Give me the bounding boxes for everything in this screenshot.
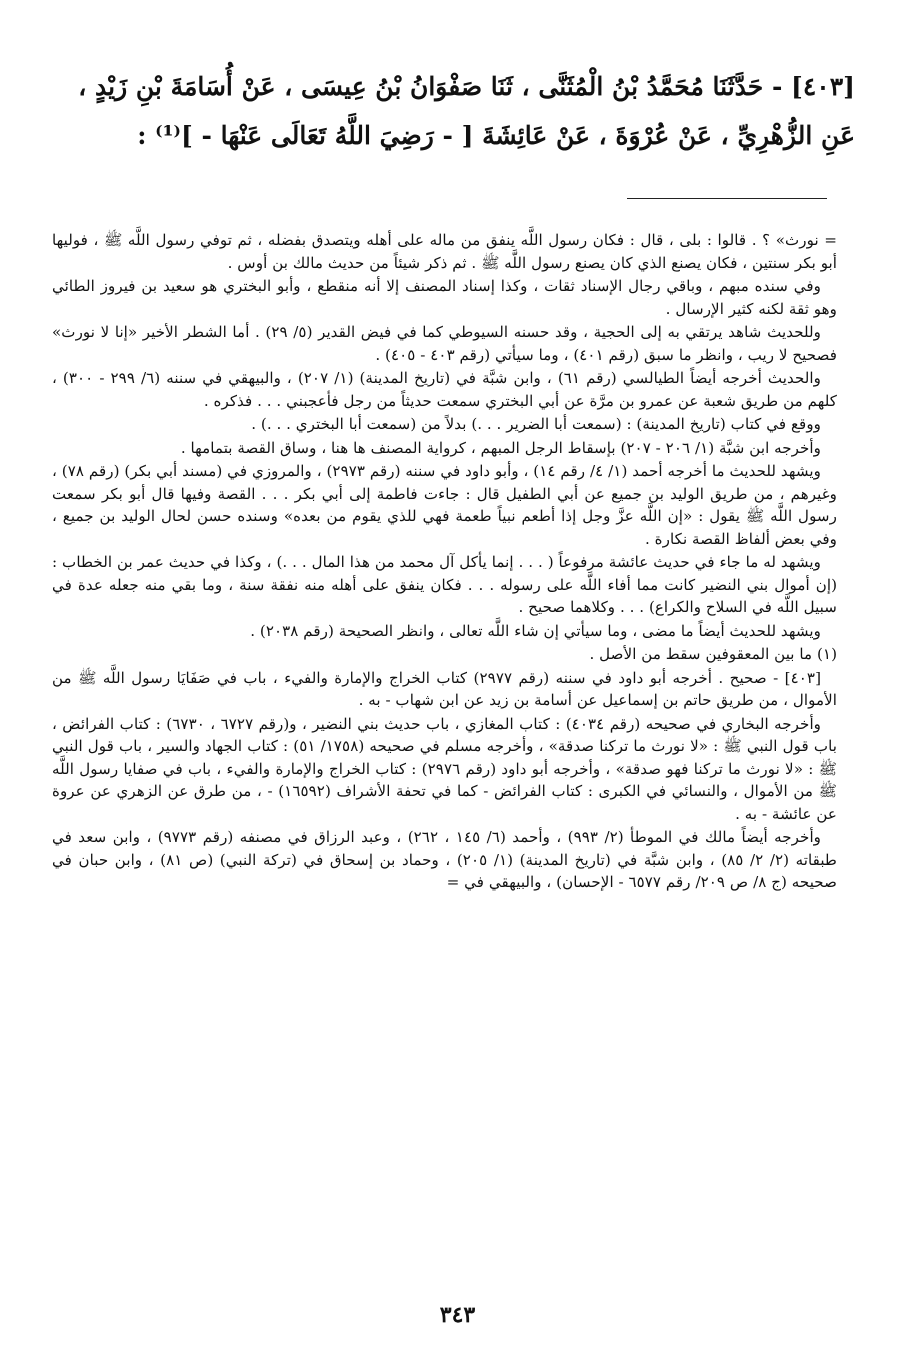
- note-paragraph: ويشهد للحديث أيضاً ما مضى ، وما سيأتي إن شاء اللَّه تعالى ، وانظر الصحيحة (رقم ٢٠٣٨) .: [250, 621, 821, 640]
- note-paragraph: ويشهد له ما جاء في حديث عائشة مرفوعاً ( . . . إنما يأكل آل محمد من هذا المال . . .) ، وكذا في حديث عمر بن الخطاب : (إن أموال بني النضير كانت مما أفاء اللَّه على رسوله . . . فكان ينفق على أهله منه نفقة سنة ، وما بقي منه جعله عدة في سبيل اللَّه في السلاح والكراع) . . . وكلاهما صحيح .: [52, 553, 837, 616]
- note-paragraph: وأخرجه ابن شبَّة (١/ ٢٠٦ - ٢٠٧) بإسقاط الرجل المبهم ، كرواية المصنف ها هنا ، وساق القصة بتمامها .: [180, 438, 821, 457]
- note-paragraph: وأخرجه أيضاً مالك في الموطأ (٢/ ٩٩٣) ، وأحمد (٦/ ١٤٥ ، ٢٦٢) ، وعبد الرزاق في مصنفه (رقم ٩٧٧٣) ، وابن سعد في طبقاته (٢/ ٢/ ٨٥) ، وابن شبَّة في (تاريخ المدينة) (١/ ٢٠٥) ، وحماد بن إسحاق في (تركة النبي) (ص ٨١) ، وابن حبان في صحيحه (ج ٨/ ص ٢٠٩/ رقم ٦٥٧٧ - الإحسان) ، والبيهقي في =: [52, 828, 838, 891]
- footnote-1: (١) ما بين المعقوفين سقط من الأصل .: [589, 645, 837, 663]
- page-number: ٣٤٣: [439, 1302, 476, 1328]
- note-paragraph: ووقع في كتاب (تاريخ المدينة) : (سمعت أبا الضرير . . .) بدلاً من (سمعت أبا البختري . . .) .: [251, 415, 821, 433]
- note-paragraph: وفي سنده مبهم ، وباقي رجال الإسناد ثقات ، وكذا إسناد المصنف إلا أنه منقطع ، وأبو البختري هو سعيد بن فيروز الطائي وهو ثقة لكنه كثير الإرسال .: [52, 277, 837, 318]
- note-paragraph: ويشهد للحديث ما أخرجه أحمد (١/ ٤/ رقم ١٤) ، وأبو داود في سننه (رقم ٢٩٧٣) ، والمروزي في (مسند أبي بكر) (رقم ٧٨) ، وغيرهم ، من طريق الوليد بن جميع عن أبي الطفيل قال : جاءت فاطمة إلى أبي بكر . . . القصة وفيها قال أبو بكر سمعت رسول اللَّه ﷺ يقول : «إن اللَّه عزَّ وجل إذا أطعم نبياً طعمة فهي للذي يقوم من بعده» وسنده حسن لحال الوليد بن جميع ، وفي بعض ألفاظ القصة نكارة .: [52, 462, 837, 548]
- footnotes: [52, 229, 837, 895]
- note-paragraph: = نورث» ؟ . قالوا : بلى ، قال : فكان رسول اللَّه ينفق من ماله على أهله ويتصدق بفضله ، ثم توفي رسول اللَّه ﷺ ، فوليها أبو بكر سنتين ، فكان يصنع الذي كان يصنع رسول اللَّه ﷺ . ثم ذكر شيئاً من حديث مالك بن أوس .: [52, 231, 837, 272]
- note-paragraph: والحديث أخرجه أيضاً الطيالسي (رقم ٦١) ، وابن شبَّة في (تاريخ المدينة) (١/ ٢٠٧) ، والبيهقي في سننه (٦/ ٢٩٩ - ٣٠٠) ، كلهم من طريق شعبة عن عمرو بن مرَّة عن أبي البختري سمعت حديثاً من رجل فأعجبني . . . فذكره .: [52, 369, 837, 410]
- takhrij-heading-paragraph: [٤٠٣] - صحيح . أخرجه أبو داود في سننه (رقم ٢٩٧٧) كتاب الخراج والإمارة والفيء ، باب في صَفَايَا رسول اللَّه ﷺ من الأموال ، من طريق حاتم بن إسماعيل عن أسامة بن زيد عن ابن شهاب - به .: [52, 668, 837, 709]
- hadith-text: [60, 62, 855, 160]
- note-paragraph: وللحديث شاهد يرتقي به إلى الحجية ، وقد حسنه السيوطي كما في فيض القدير (٥/ ٢٩) . أما الشطر الأخير «إنا لا نورث» فصحيح لا ريب ، وانظر ما سبق (رقم ٤٠١) ، وما سيأتي (رقم ٤٠٣ - ٤٠٥) .: [52, 323, 837, 364]
- footnote-separator: [627, 198, 827, 199]
- hadith-line-2: عَنِ الزُّهْرِيِّ ، عَنْ عُرْوَةَ ، عَنْ عَائِشَةَ [ - رَضِيَ اللَّهُ تَعَالَى عَنْهَا - ]⁽¹⁾ :: [137, 121, 855, 150]
- hadith-line-1: [٤٠٣] - حَدَّثَنَا مُحَمَّدُ بْنُ الْمُثَنَّى ، ثَنَا صَفْوَانُ بْنُ عِيسَى ، عَنْ أُسَامَةَ بْنِ زَيْدٍ ،: [78, 72, 855, 101]
- note-paragraph: وأخرجه البخاري في صحيحه (رقم ٤٠٣٤) : كتاب المغازي ، باب حديث بني النضير ، و(رقم ٦٧٢٧ ، ٦٧٣٠) : كتاب الفرائض ، باب قول النبي ﷺ : «لا نورث ما تركنا صدقة» ، وأخرجه مسلم في صحيحه (١٧٥٨/ ٥١) : كتاب الجهاد والسير ، باب قول النبي ﷺ : «لا نورث ما تركنا فهو صدقة» ، وأخرجه أبو داود (رقم ٢٩٧٦) : كتاب الخراج والإمارة والفيء ، باب في صفايا رسول اللَّه ﷺ من الأموال ، والنسائي في الكبرى : كتاب الفرائض - كما في تحفة الأشراف (١٦٥٩٢) - ، من طرق عن الزهري عن عروة عن عائشة - به .: [52, 714, 838, 823]
